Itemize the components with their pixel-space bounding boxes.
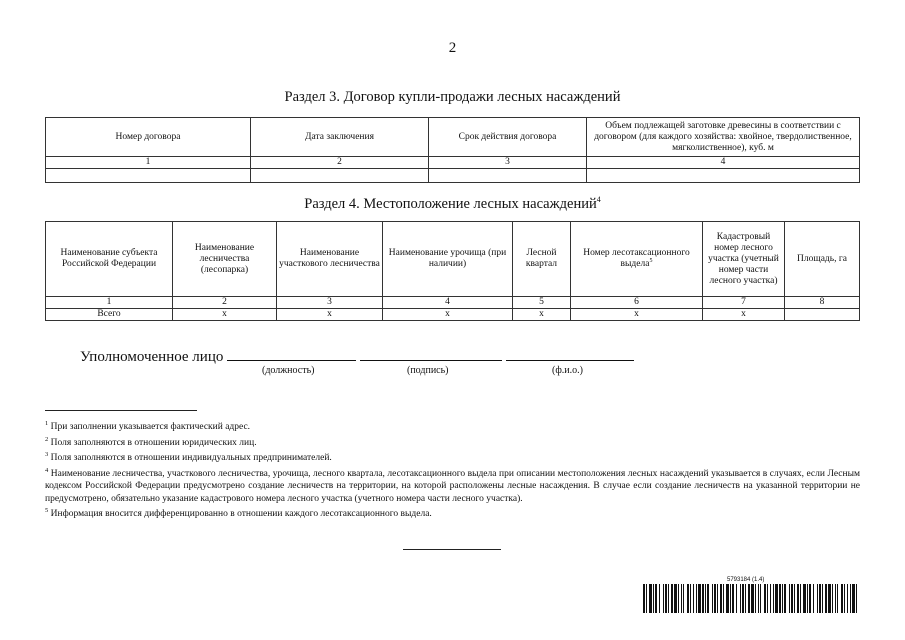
- column-number-row: [46, 157, 860, 169]
- barcode-code: 5793184 (1.4): [727, 577, 765, 583]
- column-number: 4: [383, 297, 513, 309]
- footnote-text: Наименование лесничества, участкового лесничества, урочища, лесного квартала, лесотаксационного выдела при описании местоположения лесных насаждений указывается в случаях, если Лесным кодексом Российской Федерации предусмотрено создание лесничеств на территории, на которой расположены лесные насаждения. В случае если создание лесничеств на указанной территории не предусмотрено, обязательно указание кадастрового номера лесного участка (учетного номера части лесного участка).: [45, 468, 860, 504]
- header-cell: Объем подлежащей заготовке древесины в соответствии с договором (для каждого хозяйства: хвойное, твердолиственное, мягколиственное), куб. м: [587, 118, 860, 157]
- column-number: 2: [251, 157, 429, 169]
- header-cell: Наименование участкового лесничества: [277, 222, 383, 297]
- footnote-number: 2: [45, 435, 49, 443]
- column-number: 5: [513, 297, 571, 309]
- total-cell: х: [277, 309, 383, 321]
- barcode-icon: [643, 584, 857, 613]
- footnote-number: 3: [45, 451, 49, 459]
- footnote-text: Поля заполняются в отношении юридических лиц.: [50, 437, 257, 448]
- total-cell: х: [383, 309, 513, 321]
- total-cell: х: [703, 309, 785, 321]
- section4-title: [0, 195, 905, 213]
- table-row: [46, 169, 860, 183]
- fio-field[interactable]: [506, 346, 634, 361]
- header-cell: Кадастровый номер лесного участка (учетный номер части лесного участка): [703, 222, 785, 297]
- header-cell: Дата заключения: [251, 118, 429, 157]
- column-number: 7: [703, 297, 785, 309]
- total-cell: х: [513, 309, 571, 321]
- fio-caption: (ф.и.о.): [552, 365, 583, 376]
- footnote: [45, 465, 860, 505]
- column-number: 6: [571, 297, 703, 309]
- signature-field[interactable]: [360, 346, 502, 361]
- bottom-separator: [403, 549, 501, 550]
- signature-caption: (подпись): [407, 365, 449, 376]
- data-cell[interactable]: [251, 169, 429, 183]
- footnote-number: 4: [45, 466, 49, 474]
- column-number: 8: [785, 297, 860, 309]
- footnote-number: 1: [45, 420, 49, 427]
- footnote-ref: 4: [596, 195, 601, 204]
- data-cell[interactable]: [429, 169, 587, 183]
- column-number: 2: [173, 297, 277, 309]
- location-table: [45, 221, 860, 321]
- footnote-separator: [45, 410, 197, 411]
- header-cell: Наименование субъекта Российской Федерации: [46, 222, 173, 297]
- header-cell: Площадь, га: [785, 222, 860, 297]
- header-cell: Номер договора: [46, 118, 251, 157]
- total-cell: х: [571, 309, 703, 321]
- footnote: [45, 449, 860, 465]
- signature-label: Уполномоченное лицо: [80, 349, 224, 365]
- footnote-ref: 5: [649, 257, 653, 264]
- page-number: 2: [448, 40, 457, 56]
- column-number-row: [46, 297, 860, 309]
- total-label: Всего: [46, 309, 173, 321]
- header-cell: Лесной квартал: [513, 222, 571, 297]
- section3-title: Раздел 3. Договор купли-продажи лесных насаждений: [284, 89, 621, 105]
- position-field[interactable]: [227, 346, 356, 361]
- column-number: 3: [277, 297, 383, 309]
- position-caption: (должность): [262, 365, 315, 376]
- total-cell: х: [173, 309, 277, 321]
- column-number: 3: [429, 157, 587, 169]
- table-header-row: [46, 222, 860, 297]
- signature-line: [80, 346, 634, 366]
- total-area-cell[interactable]: [785, 309, 860, 321]
- header-cell: Наименование лесничества (лесопарка): [173, 222, 277, 297]
- header-cell-text: Номер лесотаксационного выдела: [583, 248, 690, 269]
- footnote-number: 5: [45, 507, 49, 515]
- total-row: [46, 309, 860, 321]
- footnote: [45, 418, 860, 434]
- header-cell: Срок действия договора: [429, 118, 587, 157]
- column-number: 1: [46, 297, 173, 309]
- column-number: 1: [46, 157, 251, 169]
- footnote-text: Информация вносится дифференцированно в отношении каждого лесотаксационного выдела.: [50, 509, 432, 520]
- column-number: 4: [587, 157, 860, 169]
- data-cell[interactable]: [587, 169, 860, 183]
- footnote: [45, 505, 860, 521]
- header-cell: [571, 222, 703, 297]
- footnote-text: Поля заполняются в отношении индивидуальных предпринимателей.: [50, 453, 332, 464]
- section4-title-text: Раздел 4. Местоположение лесных насаждений: [304, 195, 597, 212]
- footnotes: [45, 418, 860, 521]
- footnote: [45, 434, 860, 450]
- table-header-row: [46, 118, 860, 157]
- contract-table: [45, 117, 860, 183]
- data-cell[interactable]: [46, 169, 251, 183]
- footnote-text: При заполнении указывается фактический адрес.: [50, 422, 251, 433]
- header-cell: Наименование урочища (при наличии): [383, 222, 513, 297]
